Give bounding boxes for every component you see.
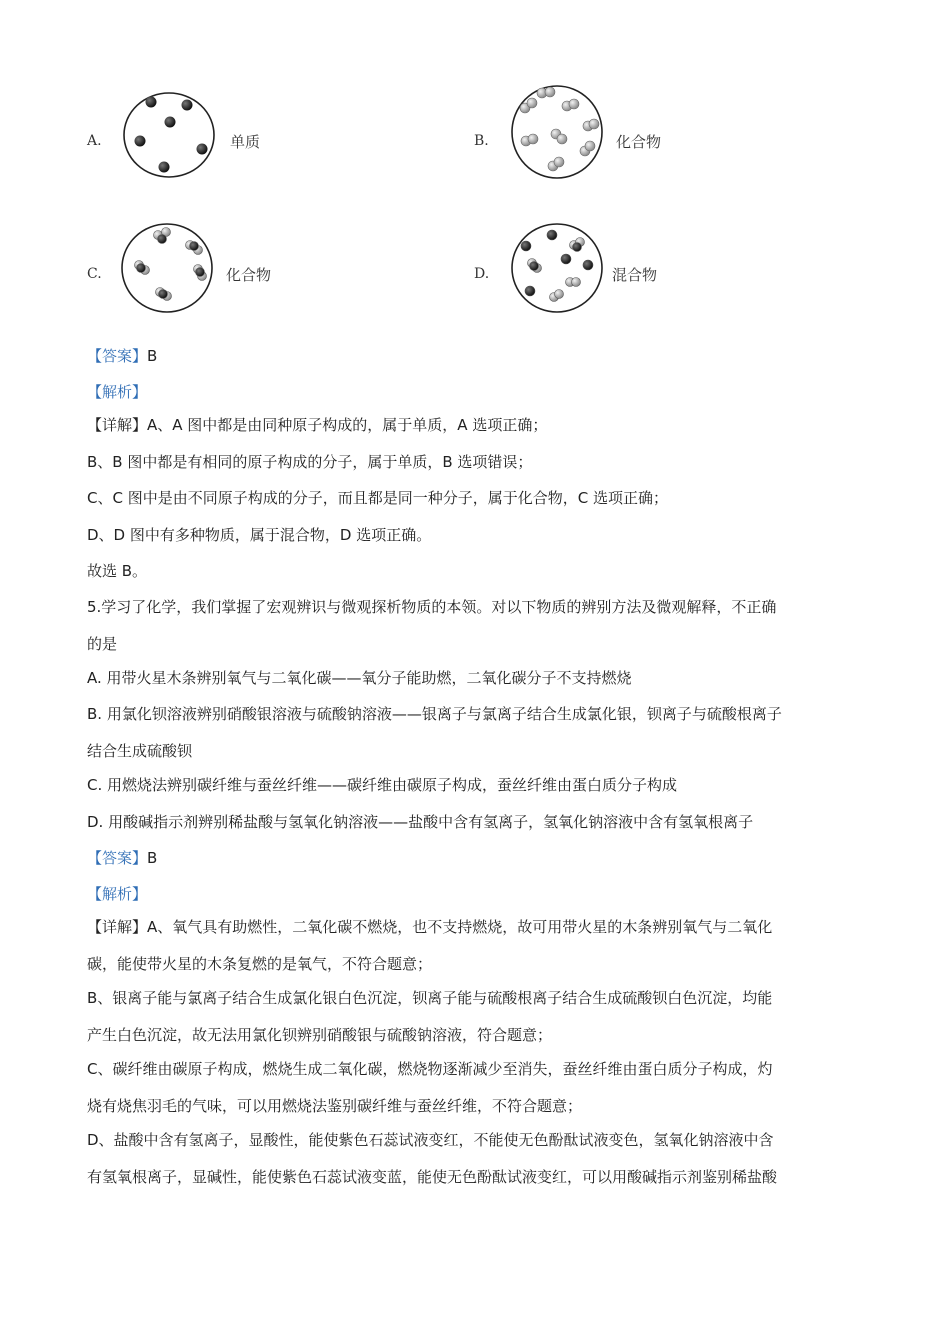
option-c-letter: C.: [87, 266, 102, 282]
q4-detail-line-2: B、B 图中都是有相同的原子构成的分子，属于单质，B 选项错误；: [87, 453, 533, 471]
option-a-letter: A.: [87, 133, 102, 149]
q5-choice-d: D. 用酸碱指示剂辨别稀盐酸与氢氧化钠溶液——盐酸中含有氢离子，氢氧化钠溶液中含有氢氧根离子: [87, 813, 754, 831]
q4-conclusion: 故选 B。: [87, 562, 148, 580]
q5-answer-tag: 【答案】: [87, 849, 148, 867]
option-c-diagram: [120, 222, 214, 314]
q5-choice-b-cont: 结合生成硫酸钡: [87, 742, 193, 760]
q5-detail-tag: 【详解】: [87, 918, 148, 936]
q5-detail-line-6: 烧有烧焦羽毛的气味，可以用燃烧法鉴别碳纤维与蚕丝纤维，不符合题意；: [87, 1097, 583, 1115]
q5-choice-a: A. 用带火星木条辨别氧气与二氧化碳——氧分子能助燃，二氧化碳分子不支持燃烧: [87, 669, 632, 687]
q5-stem-line-2: 的是: [87, 635, 118, 653]
option-d-letter: D.: [474, 266, 490, 282]
q5-detail-line-2: 碳，能使带火星的木条复燃的是氧气，不符合题意；: [87, 955, 433, 973]
q5-stem-line-1: 5.学习了化学，我们掌握了宏观辨识与微观探析物质的本领。对以下物质的辨别方法及微观解释，不正确: [87, 598, 777, 616]
option-a-diagram: [122, 91, 216, 179]
q4-detail-line-4: D、D 图中有多种物质，属于混合物，D 选项正确。: [87, 526, 432, 544]
q4-analysis-tag: 【解析】: [87, 383, 148, 401]
q4-detail-line-1: [87, 414, 547, 436]
q5-answer-value: B: [147, 849, 158, 867]
q4-detail-tag: 【详解】: [87, 416, 148, 434]
option-b-diagram: [510, 84, 604, 180]
option-b-label: 化合物: [616, 133, 662, 151]
q5-detail-text-1: A、氧气具有助燃性，二氧化碳不燃烧，也不支持燃烧，故可用带火星的木条辨别氧气与二氧化: [147, 918, 773, 936]
option-a-label: 单质: [230, 133, 261, 151]
option-c-label: 化合物: [226, 266, 272, 284]
q5-detail-line-1: [87, 916, 772, 938]
q5-choice-b: B. 用氯化钡溶液辨别硝酸银溶液与硫酸钠溶液——银离子与氯离子结合生成氯化银，钡离子与硫酸根离子: [87, 705, 782, 723]
option-b-letter: B.: [474, 133, 489, 149]
q5-detail-line-8: 有氢氧根离子，显碱性，能使紫色石蕊试液变蓝，能使无色酚酞试液变红，可以用酸碱指示剂鉴别稀盐酸: [87, 1168, 778, 1186]
q4-answer: [87, 345, 157, 367]
q4-detail-line-3: C、C 图中是由不同原子构成的分子，而且都是同一种分子，属于化合物，C 选项正确；: [87, 489, 668, 507]
q4-answer-value: B: [147, 347, 158, 365]
q5-detail-line-3: B、银离子能与氯离子结合生成氯化银白色沉淀，钡离子能与硫酸根离子结合生成硫酸钡白色沉淀，均能: [87, 989, 773, 1007]
option-d-diagram: [510, 222, 604, 314]
q5-answer: [87, 847, 157, 869]
q5-detail-line-7: D、盐酸中含有氢离子，显酸性，能使紫色石蕊试液变红，不能使无色酚酞试液变色，氢氧化钠溶液中含: [87, 1131, 774, 1149]
q4-answer-tag: 【答案】: [87, 347, 148, 365]
q5-choice-c: C. 用燃烧法辨别碳纤维与蚕丝纤维——碳纤维由碳原子构成，蚕丝纤维由蛋白质分子构成: [87, 776, 678, 794]
q5-analysis-tag: 【解析】: [87, 885, 148, 903]
q5-detail-line-5: C、碳纤维由碳原子构成，燃烧生成二氧化碳，燃烧物逐渐减少至消失，蚕丝纤维由蛋白质分子构成，灼: [87, 1060, 773, 1078]
option-d-label: 混合物: [612, 266, 658, 284]
q4-detail-text-1: A、A 图中都是由同种原子构成的，属于单质，A 选项正确；: [147, 416, 548, 434]
q5-detail-line-4: 产生白色沉淀，故无法用氯化钡辨别硝酸银与硫酸钠溶液，符合题意；: [87, 1026, 553, 1044]
